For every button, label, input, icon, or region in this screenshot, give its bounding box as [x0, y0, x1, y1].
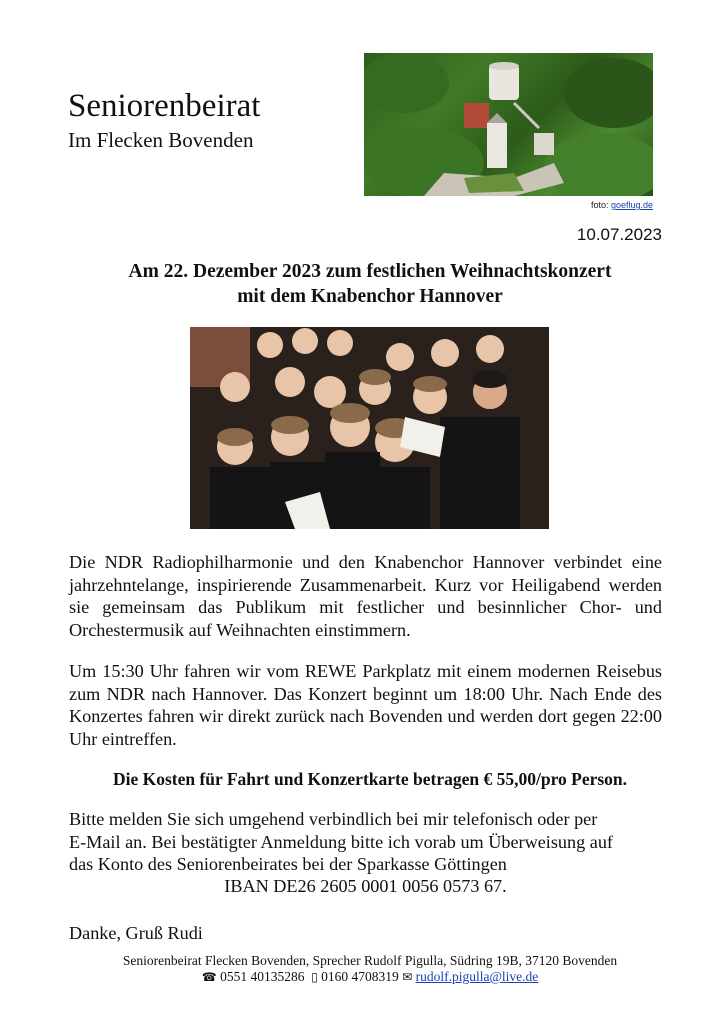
mobile-number: 0160 4708319	[321, 969, 399, 984]
email-link[interactable]: rudolf.pigulla@live.de	[415, 969, 539, 984]
phone-number: 0551 40135286	[220, 969, 305, 984]
registration-line3: das Konto des Seniorenbeirates bei der Sparkasse Göttingen	[69, 854, 507, 874]
org-title: Seniorenbeirat	[68, 88, 261, 124]
photo-credit	[560, 200, 653, 210]
org-subtitle: Im Flecken Bovenden	[68, 128, 254, 152]
registration-paragraph	[69, 808, 669, 876]
choir-illustration	[190, 327, 549, 529]
registration-line1: Bitte melden Sie sich umgehend verbindlich bei mir telefonisch oder per	[69, 809, 598, 829]
choir-photo	[190, 327, 549, 529]
headline-line2: mit dem Knabenchor Hannover	[237, 286, 503, 307]
photo-credit-prefix: foto:	[590, 200, 611, 210]
document-date: 10.07.2023	[576, 225, 662, 244]
headline-line1: Am 22. Dezember 2023 zum festlichen Weihnachtskonzert	[128, 261, 612, 282]
registration-line2: E-Mail an. Bei bestätigter Anmeldung bitte ich vorab um Überweisung auf	[69, 831, 613, 852]
phone-icon: ☎	[201, 970, 217, 984]
costs-statement: Die Kosten für Fahrt und Konzertkarte betragen € 55,00/pro Person.	[112, 769, 628, 789]
mobile-phone-icon: ▯	[311, 970, 318, 984]
signoff: Danke, Gruß Rudi	[69, 923, 203, 943]
travel-paragraph: Um 15:30 Uhr fahren wir vom REWE Parkplatz mit einem modernen Reisebus zum NDR nach Hannover. Das Konzert beginnt um 18:00 Uhr. Nach Ende des Konzertes fahren wir direkt zurück nach Bovenden und werden dort gegen 22:00 Uhr eintreffen.	[69, 661, 662, 749]
castle-photo	[364, 53, 653, 196]
iban: IBAN DE26 2605 0001 0056 0573 67.	[224, 876, 507, 896]
castle-illustration	[364, 53, 653, 196]
photo-credit-link[interactable]: goeflug.de	[610, 200, 653, 210]
headline	[60, 259, 680, 309]
intro-paragraph: Die NDR Radiophilharmonie und den Knabenchor Hannover verbindet eine jahrzehntelange, inspirierende Zusammenarbeit. Kurz vor Heiligabend werden sie gemeinsam das Publikum mit festlicher und besinnlicher Chor- und Orchestermusik auf Weihnachten einstimmern.	[69, 552, 662, 640]
email-icon: ✉	[402, 970, 413, 984]
footer-address: Seniorenbeirat Flecken Bovenden, Sprecher Rudolf Pigulla, Südring 19B, 37120 Bovenden	[122, 953, 618, 968]
footer-contact	[60, 969, 680, 985]
